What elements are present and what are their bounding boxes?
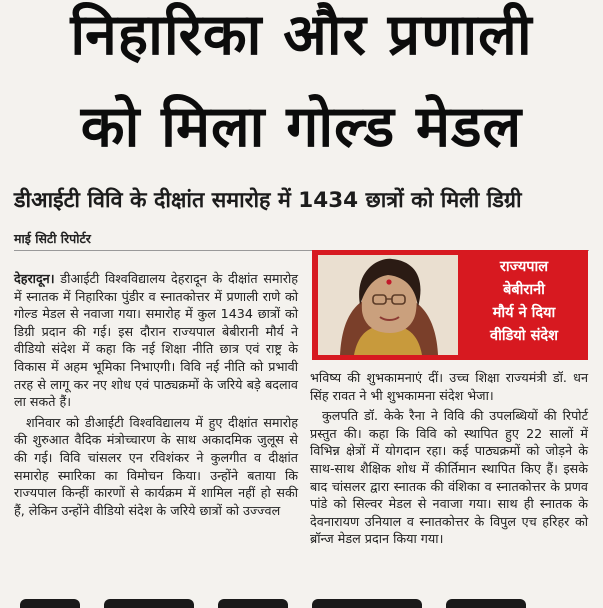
caption-line-1: राज्यपाल <box>499 259 549 275</box>
left-paragraph-1 <box>14 270 298 411</box>
right-paragraph-1: भविष्य की शुभकामनाएं दीं। उच्च शिक्षा राज्यमंत्री डॉ. धन सिंह रावत ने भी शुभकामना संदेश भेजा। <box>310 370 588 403</box>
left-paragraph-2: शनिवार को डीआईटी विश्वविद्यालय में हुए दीक्षांत समारोह की शुरुआत वैदिक मंत्रोच्चारण के साथ अकादमिक जुलूस से की गई। विवि चांसलर एन रविशंकर ने कुलगीत व दीक्षांत समारोह स्मारिका का विमोचन किया। उन्होंने बताया कि राज्यपाल किन्हीं कारणों से कार्यक्रम में शामिल नहीं हो सकी हैं, लेकिन उन्होंने वीडियो संदेश के जरिये छात्रों को उज्ज्वल <box>14 414 298 518</box>
dateline: देहरादून। <box>14 271 55 286</box>
left-column <box>14 270 298 522</box>
caption-line-4: वीडियो संदेश <box>490 328 558 344</box>
sub-headline: डीआईटी विवि के दीक्षांत समारोह में 1434 छात्रों को मिली डिग्री <box>14 188 522 213</box>
photo-caption <box>462 256 586 348</box>
cut-off-next-headline <box>0 596 603 608</box>
byline: माई सिटी रिपोर्टर <box>14 231 91 246</box>
portrait-illustration <box>318 255 458 355</box>
photo-caption-box <box>312 250 588 360</box>
left-paragraph-1-text: डीआईटी विश्वविद्यालय देहरादून के दीक्षांत समारोह में स्नातक में निहारिका पुंडीर व स्नातकोत्तर में प्रणाली राणे को गोल्ड मेडल से नवाजा गया। समारोह में कुल 1434 छात्रों को डिग्री प्रदान की गई। इस दौरान राज्यपाल बेबीरानी मौर्य ने वीडियो संदेश में कहा कि नई शिक्षा नीति छात्र एवं राष्ट्र के विकास में अहम भूमिका निभाएगी। विवि नई नीति को प्रभावी तरह से लागू कर नए शोध एवं पाठ्यक्रमों के जरिये बड़े बदलाव ला सकते हैं। <box>14 271 298 410</box>
right-paragraph-2: कुलपति डॉ. केके रैना ने विवि की उपलब्धियों की रिपोर्ट प्रस्तुत की। कहा कि विवि को स्थापित हुए 22 सालों में विभिन्न क्षेत्रों में योगदान रहा। कई पाठ्यक्रमों को जोड़ने के साथ-साथ शैक्षिक शोध में कीर्तिमान स्थापित किए हैं। इसके बाद चांसलर द्वारा स्नातक की वंशिका व स्नातकोत्तर के प्रणव पांडे को सिल्वर मेडल से नवाजा गया। साथ ही स्नातक के देवनारायण उनियाल व स्नातकोत्तर के विपुल एच हरिहर को ब्रॉन्ज मेडल प्रदान किया गया। <box>310 408 588 547</box>
right-column <box>310 369 588 551</box>
caption-line-3: मौर्य ने दिया <box>492 305 556 321</box>
headline-line-2: को मिला गोल्ड मेडल <box>80 94 523 160</box>
caption-line-2: बेबीरानी <box>503 282 545 298</box>
governor-photo <box>318 255 458 355</box>
headline-line-1: निहारिका और प्रणाली <box>70 2 533 68</box>
